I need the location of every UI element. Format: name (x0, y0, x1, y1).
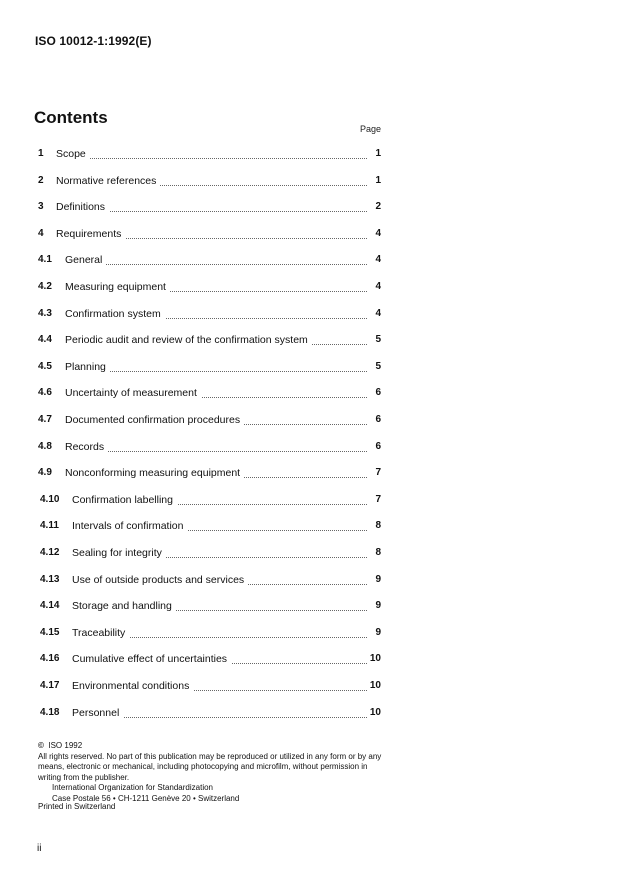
toc-entry-page: 5 (375, 360, 381, 372)
copyright-holder-year: ISO 1992 (48, 741, 83, 750)
toc-entry-title: Cumulative effect of uncertainties (72, 653, 231, 665)
toc-entry-title: Planning (65, 361, 110, 373)
toc-entry-page: 1 (375, 174, 381, 186)
toc-entry (0, 467, 619, 483)
copyright-line (38, 741, 388, 752)
organization-address: Case Postale 56 • CH-1211 Genève 20 • Switzerland (52, 793, 240, 803)
copyright-symbol: © (38, 741, 44, 750)
toc-entry-title: Sealing for integrity (72, 547, 166, 559)
organization-name: International Organization for Standardization (52, 783, 213, 792)
contents-title: Contents (34, 108, 108, 127)
toc-entry-number: 4.4 (38, 334, 52, 346)
toc-entry (0, 201, 619, 217)
toc-entry (0, 254, 619, 270)
toc-entry-page: 5 (375, 334, 381, 346)
toc-entry (0, 653, 619, 669)
toc-entry-number: 4.18 (40, 706, 60, 718)
toc-entry (0, 148, 619, 164)
toc-entry-title: Environmental conditions (72, 680, 193, 692)
toc-entry (0, 627, 619, 643)
toc-entry (0, 547, 619, 563)
toc-entry (0, 574, 619, 590)
copyright-notice: All rights reserved. No part of this publication may be reproduced or utilized in any form or by any means, electronic or mechanical, including photocopying and microfilm, without permission in writing from the publisher. (38, 751, 382, 782)
toc-entry (0, 175, 619, 191)
toc-entry-page: 10 (369, 680, 381, 691)
toc-entry-number: 4.3 (38, 307, 52, 319)
toc-entry-number: 4.17 (40, 680, 60, 691)
toc-entry (0, 600, 619, 616)
toc-entry-number: 4 (38, 227, 44, 239)
toc-entry-number: 4.9 (38, 467, 52, 479)
printed-in: Printed in Switzerland (38, 802, 116, 811)
toc-entry-title: Confirmation system (65, 308, 165, 320)
toc-entry-number: 4.14 (40, 600, 60, 612)
toc-entry (0, 414, 619, 430)
toc-entry (0, 494, 619, 510)
toc-entry-number: 4.15 (40, 626, 60, 638)
toc-entry-title: Intervals of confirmation (72, 520, 187, 532)
toc-entry (0, 520, 619, 536)
toc-entry-page: 8 (375, 520, 381, 532)
toc-entry (0, 308, 619, 324)
toc-entry (0, 281, 619, 297)
toc-entry-number: 3 (38, 201, 44, 213)
toc-entry-number: 4.16 (40, 653, 60, 665)
toc-entry-title: Scope (56, 148, 90, 160)
toc-entry-number: 1 (38, 148, 44, 159)
toc-entry-title: Requirements (56, 228, 125, 240)
toc-entry-page: 6 (375, 387, 381, 399)
toc-entry-number: 4.2 (38, 281, 52, 292)
toc-entry-page: 10 (369, 706, 381, 718)
toc-entry-number: 4.1 (38, 254, 52, 266)
toc-entry-title: General (65, 254, 106, 266)
toc-entry-title: Traceability (72, 627, 129, 639)
toc-entry-number: 2 (38, 174, 44, 186)
toc-entry (0, 361, 619, 377)
toc-entry-title: Periodic audit and review of the confirmation system (65, 334, 312, 346)
toc-entry-page: 6 (375, 440, 381, 452)
toc-entry-number: 4.7 (38, 414, 52, 425)
toc-entry-number: 4.12 (40, 547, 60, 558)
toc-entry (0, 334, 619, 350)
toc-entry-page: 8 (375, 547, 381, 558)
toc-entry (0, 228, 619, 244)
toc-entry-title: Personnel (72, 707, 123, 719)
toc-entry-title: Measuring equipment (65, 281, 170, 293)
copyright-block (38, 741, 388, 804)
toc-entry-title: Uncertainty of measurement (65, 387, 201, 399)
toc-entry-title: Definitions (56, 201, 109, 213)
toc-entry-page: 6 (375, 414, 381, 425)
toc-entry-title: Documented confirmation procedures (65, 414, 244, 426)
toc-entry-title: Confirmation labelling (72, 494, 177, 506)
toc-entry-number: 4.10 (40, 493, 60, 505)
toc-leader-dots (65, 437, 367, 452)
toc-leader-dots (65, 357, 367, 372)
toc-entry-page: 1 (375, 148, 381, 159)
toc-entry-title: Records (65, 441, 108, 453)
toc-entry-page: 9 (375, 600, 381, 612)
toc-entry-number: 4.5 (38, 360, 52, 372)
toc-entry-page: 4 (375, 307, 381, 319)
toc-entry-title: Use of outside products and services (72, 574, 248, 586)
toc-entry-title: Normative references (56, 175, 160, 187)
toc-entry-number: 4.8 (38, 440, 52, 452)
toc-entry-page: 4 (375, 281, 381, 292)
toc-entry-page: 9 (375, 626, 381, 638)
toc-entry-page: 2 (375, 201, 381, 213)
toc-entry-number: 4.6 (38, 387, 52, 399)
toc-entry-number: 4.13 (40, 573, 60, 585)
toc-entry-number: 4.11 (40, 520, 59, 532)
toc-entry (0, 441, 619, 457)
toc-entry (0, 680, 619, 696)
toc-leader-dots (65, 250, 367, 265)
toc-entry-page: 10 (369, 653, 381, 665)
toc-entry-page: 7 (375, 467, 381, 479)
toc-entry-title: Storage and handling (72, 600, 176, 612)
toc-entry-title: Nonconforming measuring equipment (65, 467, 244, 479)
toc-entry-page: 4 (375, 254, 381, 266)
toc-entry-page: 4 (375, 227, 381, 239)
page-column-label: Page (360, 124, 382, 134)
toc-entry (0, 387, 619, 403)
page-number: ii (37, 843, 42, 854)
standard-code-header: ISO 10012-1:1992(E) (35, 34, 152, 48)
toc-entry-page: 9 (375, 573, 381, 585)
toc-entry (0, 707, 619, 723)
toc-entry-page: 7 (375, 493, 381, 505)
toc-leader-dots (56, 144, 367, 159)
